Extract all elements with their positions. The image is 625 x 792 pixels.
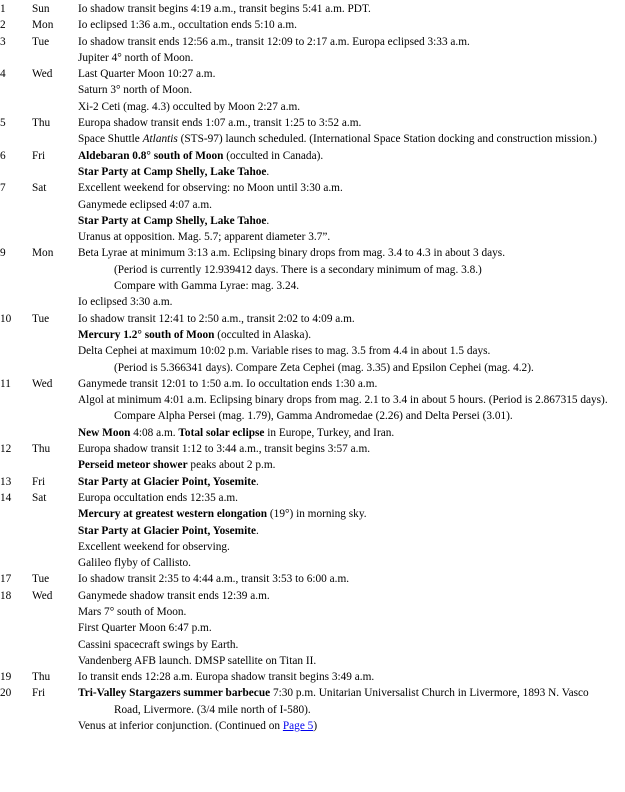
event-entry bbox=[78, 278, 625, 294]
event-entry bbox=[78, 718, 625, 734]
event-text: Uranus at opposition. Mag. 5.7; apparent diameter 3.7”. bbox=[78, 231, 331, 244]
event-text: Galileo flyby of Callisto. bbox=[78, 557, 191, 570]
event-entry bbox=[78, 523, 625, 539]
event-calendar bbox=[0, 1, 625, 734]
day-row bbox=[0, 490, 625, 571]
event-entry bbox=[78, 245, 625, 261]
event-text: Europa occultation ends 12:35 a.m. bbox=[78, 491, 238, 504]
event-text: Excellent weekend for observing: no Moon until 3:30 a.m. bbox=[78, 182, 343, 195]
day-number: 11 bbox=[0, 377, 11, 390]
event-entry bbox=[78, 685, 625, 718]
event-entry bbox=[78, 262, 625, 278]
day-number: 14 bbox=[0, 491, 12, 504]
event-text: (occulted in Alaska). bbox=[214, 328, 312, 341]
event-text: (Period is currently 12.939412 days. There is a secondary minimum of mag. 3.8.) bbox=[114, 263, 482, 276]
day-of-week: Tue bbox=[32, 312, 50, 325]
event-text: Space Shuttle bbox=[78, 133, 143, 146]
event-entry bbox=[78, 82, 625, 98]
event-text: . bbox=[266, 165, 270, 178]
event-entry bbox=[78, 653, 625, 669]
event-text: . bbox=[256, 475, 259, 488]
event-highlight: Star Party at Camp Shelly, Lake Tahoe bbox=[78, 214, 267, 227]
day-row bbox=[0, 588, 625, 669]
event-text: Delta Cephei at maximum 10:02 p.m. Variable rises to mag. 3.5 from 4.4 in about 1.5 days. bbox=[78, 345, 491, 358]
event-text: Io shadow transit ends 12:56 a.m., transit 12:09 to 2:17 a.m. Europa eclipsed 3:33 a.m. bbox=[78, 35, 470, 48]
event-text: Io shadow transit 12:41 to 2:50 a.m., transit 2:02 to 4:09 a.m. bbox=[78, 312, 355, 325]
event-text: 4:08 a.m. bbox=[130, 426, 179, 439]
event-entry bbox=[78, 131, 625, 147]
event-entry bbox=[78, 148, 625, 164]
event-text: Io eclipsed 3:30 a.m. bbox=[78, 296, 173, 309]
event-text: Ganymede shadow transit ends 12:39 a.m. bbox=[78, 589, 270, 602]
event-highlight: Aldebaran 0.8° south of Moon bbox=[78, 149, 224, 162]
event-text: ) bbox=[313, 720, 318, 733]
event-entry bbox=[78, 604, 625, 620]
event-text: Beta Lyrae at minimum 3:13 a.m. Eclipsing binary drops from mag. 3.4 to 4.3 in about 3 days. bbox=[78, 247, 506, 260]
day-row bbox=[0, 115, 625, 148]
event-entry bbox=[78, 197, 625, 213]
day-of-week: Fri bbox=[32, 687, 46, 700]
event-text: Mars 7° south of Moon. bbox=[78, 605, 187, 618]
day-of-week: Thu bbox=[32, 117, 51, 130]
event-entry bbox=[78, 457, 625, 473]
event-entry bbox=[78, 539, 625, 555]
day-number: 4 bbox=[0, 68, 6, 81]
event-entry bbox=[78, 425, 625, 441]
event-text: Ganymede eclipsed 4:07 a.m. bbox=[78, 198, 212, 211]
event-entry bbox=[78, 327, 625, 343]
event-text: Europa shadow transit 1:12 to 3:44 a.m., transit begins 3:57 a.m. bbox=[78, 443, 371, 456]
day-row bbox=[0, 66, 625, 115]
event-text: Compare with Gamma Lyrae: mag. 3.24. bbox=[114, 280, 300, 293]
day-row bbox=[0, 34, 625, 67]
event-highlight: Star Party at Camp Shelly, Lake Tahoe bbox=[78, 165, 267, 178]
event-entry bbox=[78, 376, 625, 392]
event-text: (occulted in Canada). bbox=[223, 149, 324, 162]
day-number: 20 bbox=[0, 687, 12, 700]
event-entry bbox=[78, 555, 625, 571]
day-number: 1 bbox=[0, 3, 6, 15]
day-row bbox=[0, 148, 625, 181]
day-of-week: Mon bbox=[32, 247, 54, 260]
event-entry bbox=[78, 669, 625, 685]
event-entry bbox=[78, 571, 625, 587]
event-text: Io eclipsed 1:36 a.m., occultation ends 5:10 a.m. bbox=[78, 19, 297, 32]
day-of-week: Sun bbox=[32, 3, 50, 15]
day-row bbox=[0, 669, 625, 685]
event-text: peaks about 2 p.m. bbox=[187, 459, 276, 472]
event-highlight: Mercury at greatest western elongation bbox=[78, 508, 268, 521]
day-row bbox=[0, 474, 625, 490]
day-row bbox=[0, 180, 625, 245]
event-text: Vandenberg AFB launch. DMSP satellite on Titan II. bbox=[78, 654, 317, 667]
day-number: 19 bbox=[0, 671, 12, 684]
event-entry bbox=[78, 180, 625, 196]
day-number: 17 bbox=[0, 573, 12, 586]
event-entry bbox=[78, 588, 625, 604]
event-entry bbox=[78, 115, 625, 131]
event-highlight: Star Party at Glacier Point, Yosemite bbox=[78, 524, 256, 537]
event-text: 7:30 p.m. Unitarian Universalist Church in Livermore, 1893 N. Vasco Road, Livermore. (3/4 mile north of I-580). bbox=[114, 687, 589, 716]
event-entry bbox=[78, 50, 625, 66]
event-entry bbox=[78, 637, 625, 653]
day-number: 6 bbox=[0, 149, 6, 162]
event-italic: Atlantis bbox=[142, 133, 178, 146]
event-entry bbox=[78, 229, 625, 245]
event-text: Xi-2 Ceti (mag. 4.3) occulted by Moon 2:27 a.m. bbox=[78, 100, 301, 113]
event-text: (STS-97) launch scheduled. (International Space Station docking and construction mission.) bbox=[177, 133, 597, 146]
event-entry bbox=[78, 164, 625, 180]
day-number: 7 bbox=[0, 182, 6, 195]
event-highlight: Perseid meteor shower bbox=[78, 459, 188, 472]
event-entry bbox=[78, 1, 625, 17]
event-highlight: Mercury 1.2° south of Moon bbox=[78, 328, 215, 341]
event-entry bbox=[78, 620, 625, 636]
day-number: 2 bbox=[0, 19, 6, 32]
event-text: Saturn 3° north of Moon. bbox=[78, 84, 193, 97]
event-entry bbox=[78, 34, 625, 50]
event-entry bbox=[78, 441, 625, 457]
event-text: (19°) in morning sky. bbox=[267, 508, 367, 521]
event-entry bbox=[78, 17, 625, 33]
day-row bbox=[0, 17, 625, 33]
day-of-week: Sat bbox=[32, 491, 47, 504]
day-of-week: Thu bbox=[32, 443, 51, 456]
event-text: (Period is 5.366341 days). Compare Zeta Cephei (mag. 3.35) and Epsilon Cephei (mag. 4.2). bbox=[114, 361, 534, 374]
day-of-week: Wed bbox=[32, 589, 53, 602]
event-entry bbox=[78, 343, 625, 359]
event-text: Excellent weekend for observing. bbox=[78, 540, 230, 553]
day-number: 3 bbox=[0, 35, 6, 48]
event-entry bbox=[78, 294, 625, 310]
event-text: Jupiter 4° north of Moon. bbox=[78, 51, 194, 64]
event-text: . bbox=[266, 214, 270, 227]
event-highlight: Star Party at Glacier Point, Yosemite bbox=[78, 475, 256, 488]
event-text: Io transit ends 12:28 a.m. Europa shadow transit begins 3:49 a.m. bbox=[78, 671, 375, 684]
day-of-week: Fri bbox=[32, 475, 46, 488]
day-of-week: Tue bbox=[32, 35, 50, 48]
day-row bbox=[0, 311, 625, 376]
day-number: 18 bbox=[0, 589, 12, 602]
day-of-week: Sat bbox=[32, 182, 47, 195]
event-entry bbox=[78, 311, 625, 327]
day-row bbox=[0, 1, 625, 17]
event-entry bbox=[78, 213, 625, 229]
event-highlight: New Moon bbox=[78, 426, 131, 439]
event-text: Last Quarter Moon 10:27 a.m. bbox=[78, 68, 216, 81]
day-of-week: Thu bbox=[32, 671, 51, 684]
day-number: 12 bbox=[0, 443, 12, 456]
event-text: Venus at inferior conjunction. (Continued on bbox=[78, 720, 283, 733]
day-of-week: Mon bbox=[32, 19, 54, 32]
day-number: 9 bbox=[0, 247, 6, 260]
day-row bbox=[0, 376, 625, 441]
day-row bbox=[0, 571, 625, 587]
event-entry bbox=[78, 392, 625, 425]
event-text: Europa shadow transit ends 1:07 a.m., transit 1:25 to 3:52 a.m. bbox=[78, 117, 362, 130]
day-of-week: Fri bbox=[32, 149, 46, 162]
event-text: . bbox=[256, 524, 259, 537]
event-entry bbox=[78, 474, 625, 490]
event-text: Cassini spacecraft swings by Earth. bbox=[78, 638, 239, 651]
day-row bbox=[0, 685, 625, 734]
event-entry bbox=[78, 99, 625, 115]
event-highlight: Tri-Valley Stargazers summer barbecue bbox=[78, 687, 271, 700]
event-entry bbox=[78, 490, 625, 506]
continued-page-link[interactable]: Page 5 bbox=[282, 720, 314, 733]
day-number: 5 bbox=[0, 117, 6, 130]
event-entry bbox=[78, 66, 625, 82]
event-text: Ganymede transit 12:01 to 1:50 a.m. Io occultation ends 1:30 a.m. bbox=[78, 377, 378, 390]
event-text: First Quarter Moon 6:47 p.m. bbox=[78, 622, 212, 635]
day-number: 13 bbox=[0, 475, 12, 488]
day-row bbox=[0, 441, 625, 474]
event-entry bbox=[78, 360, 625, 376]
day-row bbox=[0, 245, 625, 310]
event-entry bbox=[78, 506, 625, 522]
day-of-week: Wed bbox=[32, 68, 53, 81]
day-of-week: Tue bbox=[32, 573, 50, 586]
event-text: Io shadow transit 2:35 to 4:44 a.m., transit 3:53 to 6:00 a.m. bbox=[78, 573, 350, 586]
event-text: Io shadow transit begins 4:19 a.m., transit begins 5:41 a.m. PDT. bbox=[78, 3, 371, 15]
day-of-week: Wed bbox=[32, 377, 53, 390]
event-highlight: Total solar eclipse bbox=[178, 426, 265, 439]
event-text: in Europe, Turkey, and Iran. bbox=[264, 426, 395, 439]
event-text: Algol at minimum 4:01 a.m. Eclipsing binary drops from mag. 2.1 to 3.4 in about 5 hours. (Period is 2.867315 days). Compare Alpha Persei (mag. 1.79), Gamma Andromedae (2.26) and Delta Persei (3.01). bbox=[78, 394, 608, 423]
day-number: 10 bbox=[0, 312, 12, 325]
